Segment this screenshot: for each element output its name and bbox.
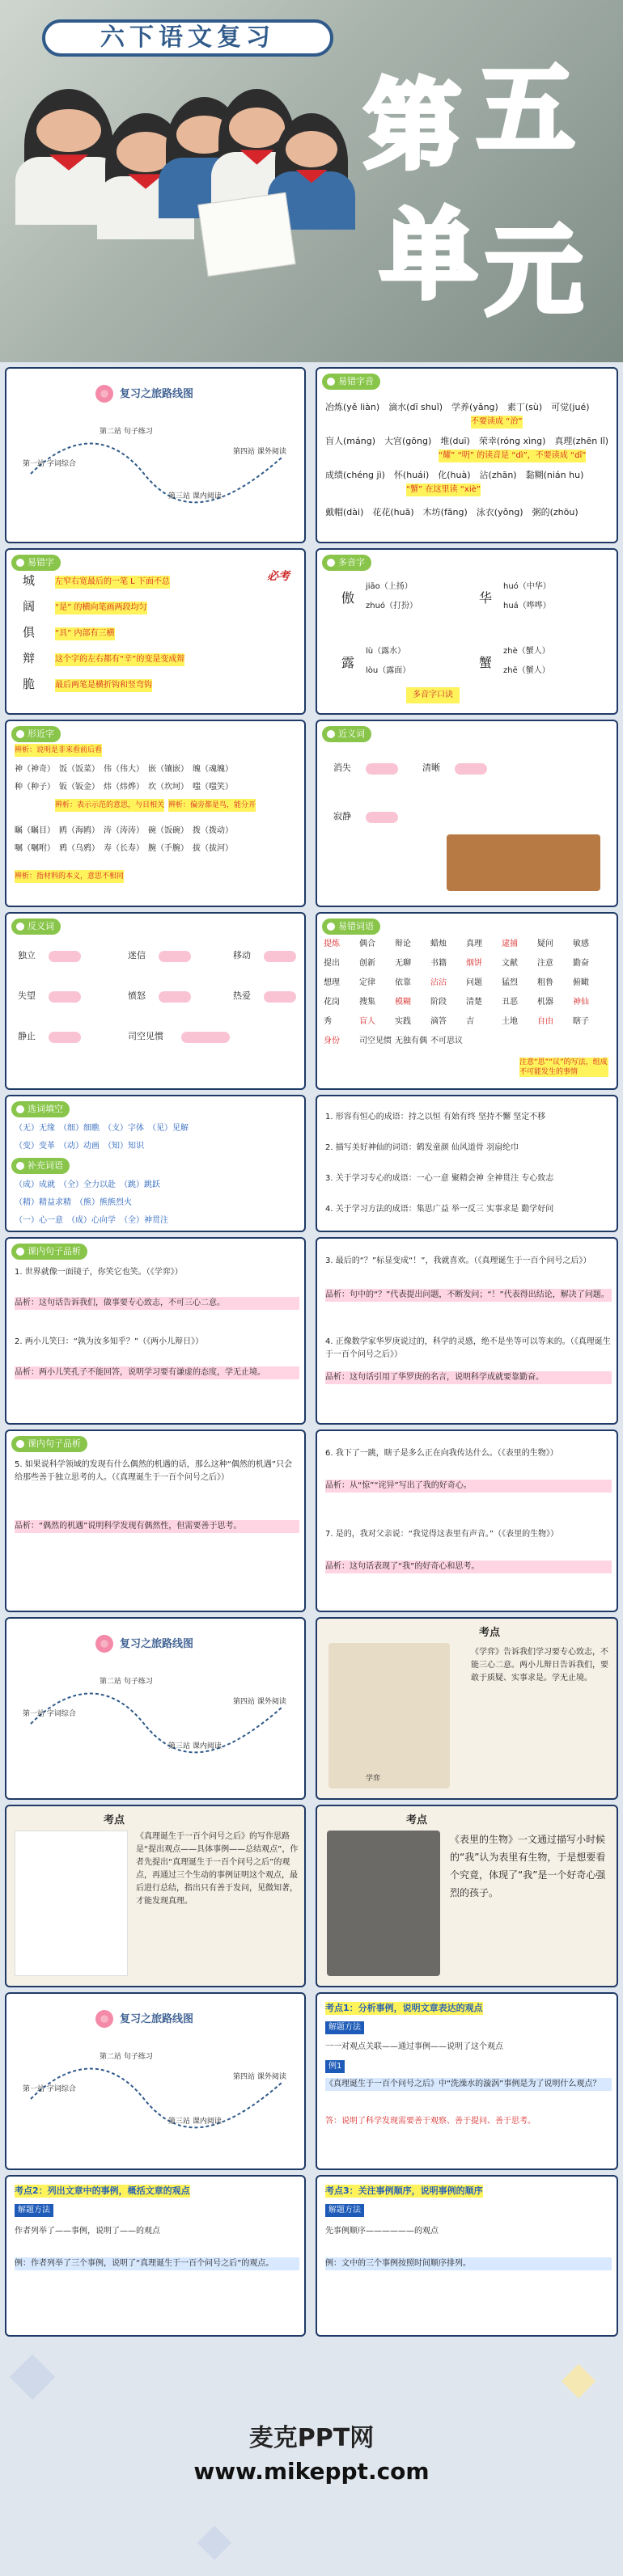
sentence-q3: 3. 最后的“？”标显变成“！”，我就喜欢。（《真理诞生于一百个问号之后》）	[325, 1256, 591, 1265]
method-label: 解题方法	[325, 2021, 364, 2034]
fill-row-4: （精）精益求精 （熊）熊熊烈火	[15, 1198, 132, 1207]
word-cell: 不可思议	[430, 1037, 463, 1045]
word-cell: 偶合	[359, 940, 375, 948]
poly-char-4: 蟹	[479, 655, 493, 670]
poly-read-a: huó（中华）	[503, 582, 551, 591]
title-char-2: 五	[477, 54, 574, 167]
note-3: “蟹” 在这里读 “xiè”	[406, 484, 481, 496]
char-1: 城	[23, 573, 36, 588]
illustration-caption: 学弈	[366, 1775, 381, 1783]
idiom-line-1: 1. 形容有恒心的成语：持之以恒 有始有终 坚持不懈 坚定不移	[325, 1113, 546, 1121]
idiom-line-4: 4. 关于学习方法的成语：集思广益 举一反三 实事求是 勤学好问	[325, 1205, 554, 1214]
word-cell: 机器	[537, 998, 553, 1007]
syn-word: 消失	[333, 762, 351, 773]
fill-row-5: （一）心一意 （成）心向学 （全）神贯注	[15, 1216, 168, 1225]
series-title: 六下语文复习	[42, 19, 333, 57]
sentence-a3: 品析：句中的“？”代表提出问题，不断发问；“！”代表得出结论，解决了问题。	[325, 1289, 612, 1302]
word-cell: 秀	[324, 1017, 332, 1026]
poly-char-1: 傲	[341, 590, 355, 606]
sentence-panel-4	[316, 1429, 618, 1612]
poly-read-b: huá（哗哗）	[503, 602, 551, 610]
word-cell: 定律	[359, 978, 375, 987]
idiom-panel	[316, 1095, 618, 1232]
poly-read-b: zhē（蟹人）	[503, 666, 550, 675]
must-test-label: 必考	[267, 570, 290, 583]
route-map-panel-3	[5, 1992, 306, 2170]
ant-word: 独立	[18, 950, 36, 961]
sentence-q6: 6. 我下了一跳，瞎子是多么正在向我传达什么。（《表里的生物》）	[325, 1449, 558, 1458]
sentence-a2: 品析：两小儿笑孔子不能回答，说明学习要有谦虚的态度，学无止境。	[15, 1366, 299, 1379]
polyphone-badge: 多音字口诀	[406, 687, 460, 703]
word-cell: 实践	[395, 1017, 411, 1026]
kaodian-panel-2	[5, 1805, 306, 1987]
section-tag-2: 补充词语	[11, 1158, 70, 1174]
word-cell: 盲人	[359, 1017, 375, 1026]
route-step-4: 第四站 课外阅读	[233, 2073, 286, 2081]
word-cell: 花岗	[324, 998, 340, 1007]
route-map-panel-2	[5, 1617, 306, 1800]
test-title-2: 考点2：列出文章中的事例，概括文章的观点	[15, 2185, 190, 2196]
cover-banner	[0, 0, 623, 362]
idiom-line-3: 3. 关于学习专心的成语：一心一意 聚精会神 全神贯注 专心致志	[325, 1174, 554, 1183]
classic-illustration	[328, 1643, 450, 1788]
section-tag: 易错字音	[322, 374, 380, 390]
char-4: 辩	[23, 651, 36, 665]
fill-row-3: （成）成就 （全）全力以赴 （跳）跳跃	[15, 1180, 160, 1189]
word-cell: 勤奋	[573, 959, 589, 968]
word-cell: 提出	[324, 959, 340, 968]
char-note-3: “具” 内部有三横	[55, 627, 115, 640]
route-map-panel-1	[5, 367, 306, 543]
title-char-1: 第	[364, 70, 461, 183]
sim-note-1: 辨析：说明是非来看前后看	[15, 744, 102, 757]
sentence-q1: 1. 世界就像一面镜子，你笑它也笑。（《学弈》）	[15, 1268, 183, 1277]
word-cell: 依靠	[395, 978, 411, 987]
ant-word: 失望	[18, 990, 36, 1001]
word-cell: 创新	[359, 959, 375, 968]
char-note-4: 这个字的左右都有“辛”的变是变成辩	[55, 653, 184, 666]
sim-note-3: 辨析：偏旁都是鸟，能分开	[168, 799, 256, 812]
word-cell: 土地	[502, 1017, 518, 1026]
word-cell: 粗鲁	[537, 978, 553, 987]
polyphone-panel	[316, 548, 618, 715]
word-cell: 沾沾	[430, 978, 447, 987]
word-cell: 搜集	[359, 998, 375, 1007]
footer-url[interactable]: www.mikeppt.com	[193, 2458, 430, 2485]
sim-note-2: 辨析：表示示范的意思，与目相关	[55, 799, 164, 812]
word-cell: 丑恶	[502, 998, 518, 1007]
sim-row-3: 瞩（瞩目） 鸥（海鸥） 涛（涛涛） 碗（饭碗） 拨（拨动）	[15, 826, 233, 835]
word-line-3: 成绩(chéng jì) 怀(huái) 化(huà) 沾(zhān) 黏糊(nián hu)	[325, 470, 584, 480]
route-step-1: 第一站 字词综合	[23, 1710, 76, 1718]
route-map-title: 复习之旅路线图	[120, 1638, 194, 1650]
poly-read-b: lòu（露面）	[366, 666, 411, 675]
section-tag: 易错字	[11, 555, 61, 571]
sentence-panel-3	[5, 1429, 306, 1612]
char-note-1: 左窄右宽最后的一笔 L 下面不总	[55, 576, 170, 589]
fill-in-panel	[5, 1095, 306, 1232]
route-step-2: 第二站 句子练习	[100, 2053, 153, 2061]
poly-char-3: 露	[341, 655, 355, 670]
word-cell: 俯瞰	[573, 978, 589, 987]
kaodian-label: 考点	[104, 1814, 125, 1826]
word-cell: 吉	[466, 1017, 474, 1026]
word-cell: 无独有偶	[395, 1037, 427, 1045]
easy-sound-panel	[316, 367, 618, 543]
word-cell: 疑问	[537, 940, 553, 948]
kaodian-panel-1	[316, 1617, 618, 1800]
note-1: 不要读成 “治”	[471, 416, 523, 429]
word-cell: 文献	[502, 959, 518, 968]
antonym-panel	[5, 912, 306, 1090]
poly-read-b: zhuó（打扮）	[366, 602, 418, 610]
word-line-2: 盲人(máng) 大宫(gōng) 堆(duī) 荣幸(róng xìng) 真理(zhēn lǐ)	[325, 436, 609, 446]
word-line-1: 冶炼(yě liàn) 滴水(dī shuǐ) 学养(yǎng) 素丁(sù) 可觉(jué)	[325, 402, 590, 412]
word-cell: 提炼	[324, 940, 340, 948]
title-char-4: 元	[485, 216, 583, 328]
poly-char-2: 华	[479, 590, 493, 606]
kaodian-label: 考点	[479, 1627, 501, 1639]
route-step-3: 第三站 课内阅读	[168, 2118, 222, 2126]
word-line-4: 戴帽(dài) 花花(huā) 木坊(fāng) 泳衣(yǒng) 粥的(zhōu)	[325, 507, 578, 517]
word-cell: 辩论	[395, 940, 411, 948]
sentence-panel-1	[5, 1237, 306, 1425]
section-tag: 课内句子品析	[11, 1436, 87, 1452]
section-tag: 形近字	[11, 726, 61, 742]
fill-row-1: （无）无缘 （细）细瞧 （支）字体 （见）见解	[15, 1124, 189, 1133]
sentence-a7: 品析：这句话表现了“我”的好奇心和思考。	[325, 1560, 612, 1573]
footer-brand: 麦克PPT网	[248, 2424, 375, 2452]
easy-char-panel	[5, 548, 306, 715]
section-tag: 课内句子品析	[11, 1244, 87, 1260]
word-cell: 身份	[324, 1037, 340, 1045]
paper-sheet	[197, 192, 295, 277]
syn-word: 寂静	[333, 811, 351, 821]
book-page	[15, 1831, 128, 1976]
route-step-1: 第一站 字词综合	[23, 460, 76, 468]
word-cell: 神仙	[573, 998, 589, 1007]
char-note-2: “是” 的横向笔画两段均匀	[55, 602, 147, 614]
word-cell: 滴答	[430, 1017, 447, 1026]
sentence-q4: 4. 正像数学家华罗庚说过的，科学的灵感，绝不是坐等可以等来的。（《真理诞生于一百个问号之后》）	[325, 1337, 611, 1359]
word-cell: 逮捕	[502, 940, 518, 948]
word-cell: 烟饼	[466, 959, 482, 968]
route-step-2: 第二站 句子练习	[100, 1678, 153, 1686]
example-answer: 答：说明了科学发现需要善于观察、善于提问、善于思考。	[325, 2117, 536, 2126]
section-tag: 近义词	[322, 726, 371, 742]
test-point-panel-3	[316, 2175, 618, 2337]
route-step-4: 第四站 课外阅读	[233, 448, 286, 456]
decor-diamond	[197, 2526, 231, 2560]
word-cell: 无聊	[395, 959, 411, 968]
section-tag: 多音字	[322, 555, 371, 571]
word-cell: 蜡烛	[430, 940, 447, 948]
watch-illustration	[327, 1831, 440, 1976]
section-tag: 选词填空	[11, 1101, 70, 1117]
route-step-2: 第二站 句子练习	[100, 428, 153, 436]
poly-read-a: jiāo（上扬）	[366, 582, 413, 591]
word-note: 注意“思”“议”的写法，组成不可能发生的事情	[519, 1058, 608, 1076]
char-3: 俱	[23, 625, 36, 640]
route-step-1: 第一站 字词综合	[23, 2085, 76, 2093]
sentence-q5: 5. 如果说科学领域的发现有什么偶然的机遇的话，那么这种“偶然的机遇”只会给那些善于独立思考的人。（《真理诞生于一百个问号之后》）	[15, 1460, 293, 1482]
method-label: 解题方法	[15, 2204, 53, 2217]
sim-row-1: 神（神奇） 饭（饭菜） 伟（伟大） 嵌（镶嵌） 魄（魂魄）	[15, 765, 233, 774]
example-text: 《真理诞生于一百个问号之后》中“洗澡水的漩涡”事例是为了说明什么观点？	[325, 2078, 612, 2091]
idiom-line-2: 2. 描写美好神仙的词语：鹤发童颜 仙风道骨 羽扇纶巾	[325, 1143, 519, 1152]
ant-word: 司空见惯	[128, 1031, 163, 1041]
kaodian-label: 考点	[406, 1814, 428, 1826]
route-step-4: 第四站 课外阅读	[233, 1698, 286, 1706]
ant-word: 迷信	[128, 950, 146, 961]
synonym-panel	[316, 720, 618, 907]
char-2: 阔	[23, 599, 36, 614]
sentence-q2: 2. 两小儿笑曰：“孰为汝多知乎？”（《两小儿辩日》）	[15, 1337, 204, 1346]
test-point-panel-2	[5, 2175, 306, 2337]
word-cell: 司空见惯	[359, 1037, 392, 1045]
word-cell: 猛烈	[502, 978, 518, 987]
title-char-3: 单	[380, 200, 477, 312]
fill-row-2: （变）变革 （动）动画 （知）知识	[15, 1142, 144, 1151]
route-step-3: 第三站 课内阅读	[168, 1742, 222, 1750]
syn-word: 清晰	[422, 762, 440, 773]
word-cell: 问题	[466, 978, 482, 987]
decor-diamond	[10, 2354, 56, 2401]
sentence-q7: 7. 是的，我对父亲说：“我觉得这表里有声音。”（《表里的生物》）	[325, 1530, 559, 1539]
section-tag: 反义词	[11, 918, 61, 935]
easy-word-panel	[316, 912, 618, 1090]
word-cell: 清楚	[466, 998, 482, 1007]
sentence-a1: 品析：这句话告诉我们，做事要专心致志，不可三心二意。	[15, 1297, 299, 1310]
sentence-a4: 品析：这句话引用了华罗庚的名言，说明科学成就要靠勤奋。	[325, 1371, 612, 1384]
test-point-panel-1	[316, 1992, 618, 2170]
method-label: 解题方法	[325, 2204, 364, 2217]
word-cell: 敏感	[573, 940, 589, 948]
method-text: 先事例顺序——————的观点	[325, 2227, 439, 2236]
word-cell: 瞎子	[573, 1017, 589, 1026]
word-cell: 阶段	[430, 998, 447, 1007]
poly-read-a: lù（露水）	[366, 647, 406, 656]
similar-char-panel	[5, 720, 306, 907]
route-step-3: 第三站 课内阅读	[168, 492, 222, 500]
kaodian-text-1: 《学弈》告诉我们学习要专心致志，不能三心二意。两小儿辩日告诉我们，要敢于质疑、实事求是。学无止境。	[471, 1648, 608, 1683]
ant-word: 静止	[18, 1031, 36, 1041]
test-title-3: 考点3：关注事例顺序，说明事例的顺序	[325, 2185, 483, 2196]
example-label: 例1	[325, 2060, 345, 2073]
poly-read-a: zhè（蟹人）	[503, 647, 550, 656]
desk-illustration	[447, 834, 600, 891]
decor-diamond	[562, 2364, 595, 2398]
sentence-a6: 品析：从“惊”“诧异”写出了我的好奇心。	[325, 1480, 612, 1493]
sim-row-2: 种（种子） 钣（钣金） 炜（炜烨） 坎（坎坷） 嗤（嗤笑）	[15, 783, 233, 792]
student-figure	[24, 89, 113, 202]
ant-word: 移动	[233, 950, 251, 961]
note-2: “耀” “明” 的读音是 “dì”，不要读成 “dī”	[439, 450, 586, 462]
ant-word: 愤怒	[128, 990, 146, 1001]
word-cell: 想理	[324, 978, 340, 987]
kaodian-text-3: 《表里的生物》一文通过描写小时候的“我”认为表里有生物，于是想要看个究竟，体现了“我”是一个好奇心强烈的孩子。	[450, 1834, 606, 1898]
example-answer: 例：文中的三个事例按照时间顺序排列。	[325, 2257, 612, 2270]
char-note-5: 最后两笔是横折钩和竖弯钩	[55, 679, 152, 692]
kaodian-text-2: 《真理诞生于一百个问号之后》的写作思路是“提出观点——具体事例——总结观点”，作者先提出“真理诞生于一百个问号之后”的观点，再通过三个生动的事例证明这个观点，最后进行总结，指出只有善于发问，见微知著，才能发现真理。	[136, 1832, 299, 1906]
kaodian-panel-3	[316, 1805, 618, 1987]
method-text: 作者列举了——事例，说明了——的观点	[15, 2227, 160, 2236]
route-map-title: 复习之旅路线图	[120, 388, 194, 400]
sim-note-4: 辨析：指材料的本义，意思不相同	[15, 870, 124, 883]
word-cell: 注意	[537, 959, 553, 968]
method-text: 一一对观点关联——通过事例——说明了这个观点	[325, 2042, 503, 2051]
sim-row-4: 嘱（嘱咐） 鸦（乌鸦） 寿（长寿） 腕（手腕） 拔（拔河）	[15, 844, 233, 853]
sentence-a5: 品析：“偶然的机遇”说明科学发现有偶然性，但需要善于思考。	[15, 1520, 299, 1533]
example-answer: 例：作者列举了三个事例，说明了“真理诞生于一百个问号之后”的观点。	[15, 2257, 299, 2270]
route-map-title: 复习之旅路线图	[120, 2013, 194, 2025]
word-cell: 真理	[466, 940, 482, 948]
word-cell: 书籍	[430, 959, 447, 968]
section-tag: 易错词语	[322, 918, 380, 935]
ant-word: 热爱	[233, 990, 251, 1001]
word-cell: 自由	[537, 1017, 553, 1026]
word-cell: 模糊	[395, 998, 411, 1007]
char-5: 脆	[23, 677, 36, 691]
test-title-1: 考点1：分析事例，说明文章表达的观点	[325, 2003, 483, 2013]
sentence-panel-2	[316, 1237, 618, 1425]
